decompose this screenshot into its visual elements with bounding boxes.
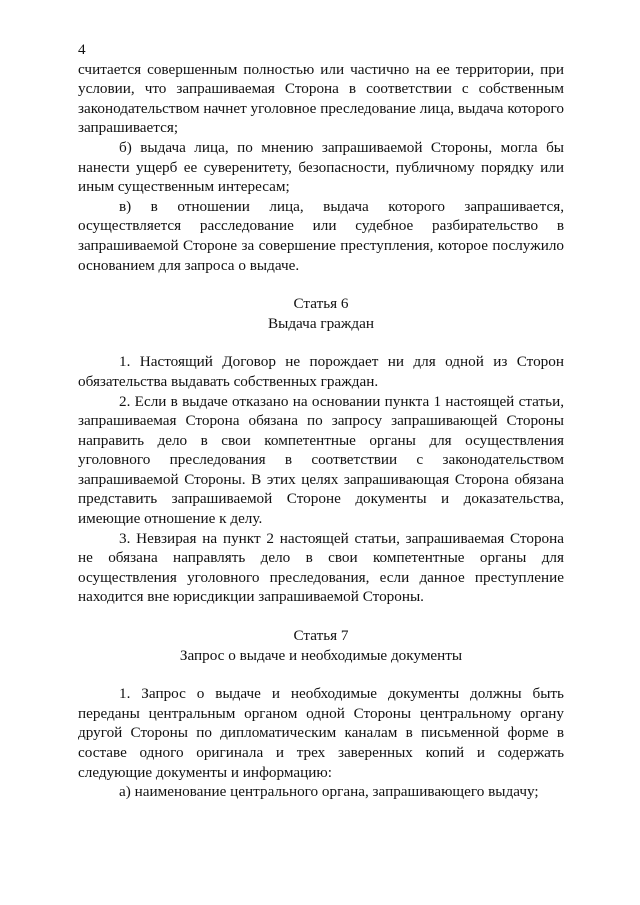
article-6-number: Статья 6 [293, 295, 349, 313]
article-6-title: Выдача граждан [267, 314, 375, 332]
article-6-paragraph-2: 2. Если в выдаче отказано на основании пункта 1 настоящей статьи, запрашиваемая Сторона обязана по запросу запрашивающей Стороны направить дело в свои компетентные органы для осуществления уголовного преследования в соответствии с законодательством запрашиваемой Стороны. В этих целях запрашивающая Сторона обязана представить запрашиваемой Стороне документы и доказательства, имеющие отношение к делу. [78, 392, 564, 528]
article-6-paragraph-3: 3. Невзирая на пункт 2 настоящей статьи, запрашиваемая Сторона не обязана направлять дело в свои компетентные органы для осуществления уголовного преследования, если данное преступление находится вне юрисдикции запрашиваемой Стороны. [78, 529, 564, 606]
article-7-paragraph-1: 1. Запрос о выдаче и необходимые документы должны быть переданы центральным органом одной Стороны центральному органу другой Стороны по дипломатическим каналам в письменной форме в составе одного оригинала и трех заверенных копий и содержать следующие документы и информацию: [78, 685, 564, 781]
article-7-item-a: а) наименование центрального органа, запрашивающего выдачу; [119, 783, 539, 801]
page-number: 4 [78, 41, 86, 58]
document-page [78, 40, 564, 802]
article-6-paragraph-1: 1. Настоящий Договор не порождает ни для одной из Сторон обязательства выдавать собственных граждан. [78, 353, 564, 390]
item-b-paragraph: б) выдача лица, по мнению запрашиваемой Стороны, могла бы нанести ущерб ее суверенитету, безопасности, публичному порядку или иным существенным интересам; [78, 138, 564, 196]
article-6-heading [78, 294, 564, 333]
item-v-paragraph: в) в отношении лица, выдача которого запрашивается, осуществляется расследование или судебное разбирательство в запрашиваемой Стороне за совершение преступления, которое послужило основанием для запроса о выдаче. [78, 197, 564, 274]
intro-paragraph: считается совершенным полностью или частично на ее территории, при условии, что запрашиваемая Сторона в соответствии с собственным законодательством начнет уголовное преследование лица, выдача которого запрашивается; [78, 60, 564, 137]
article-7-number: Статья 7 [293, 627, 349, 645]
article-7-title: Запрос о выдаче и необходимые документы [179, 646, 463, 664]
article-7-heading [78, 626, 564, 665]
